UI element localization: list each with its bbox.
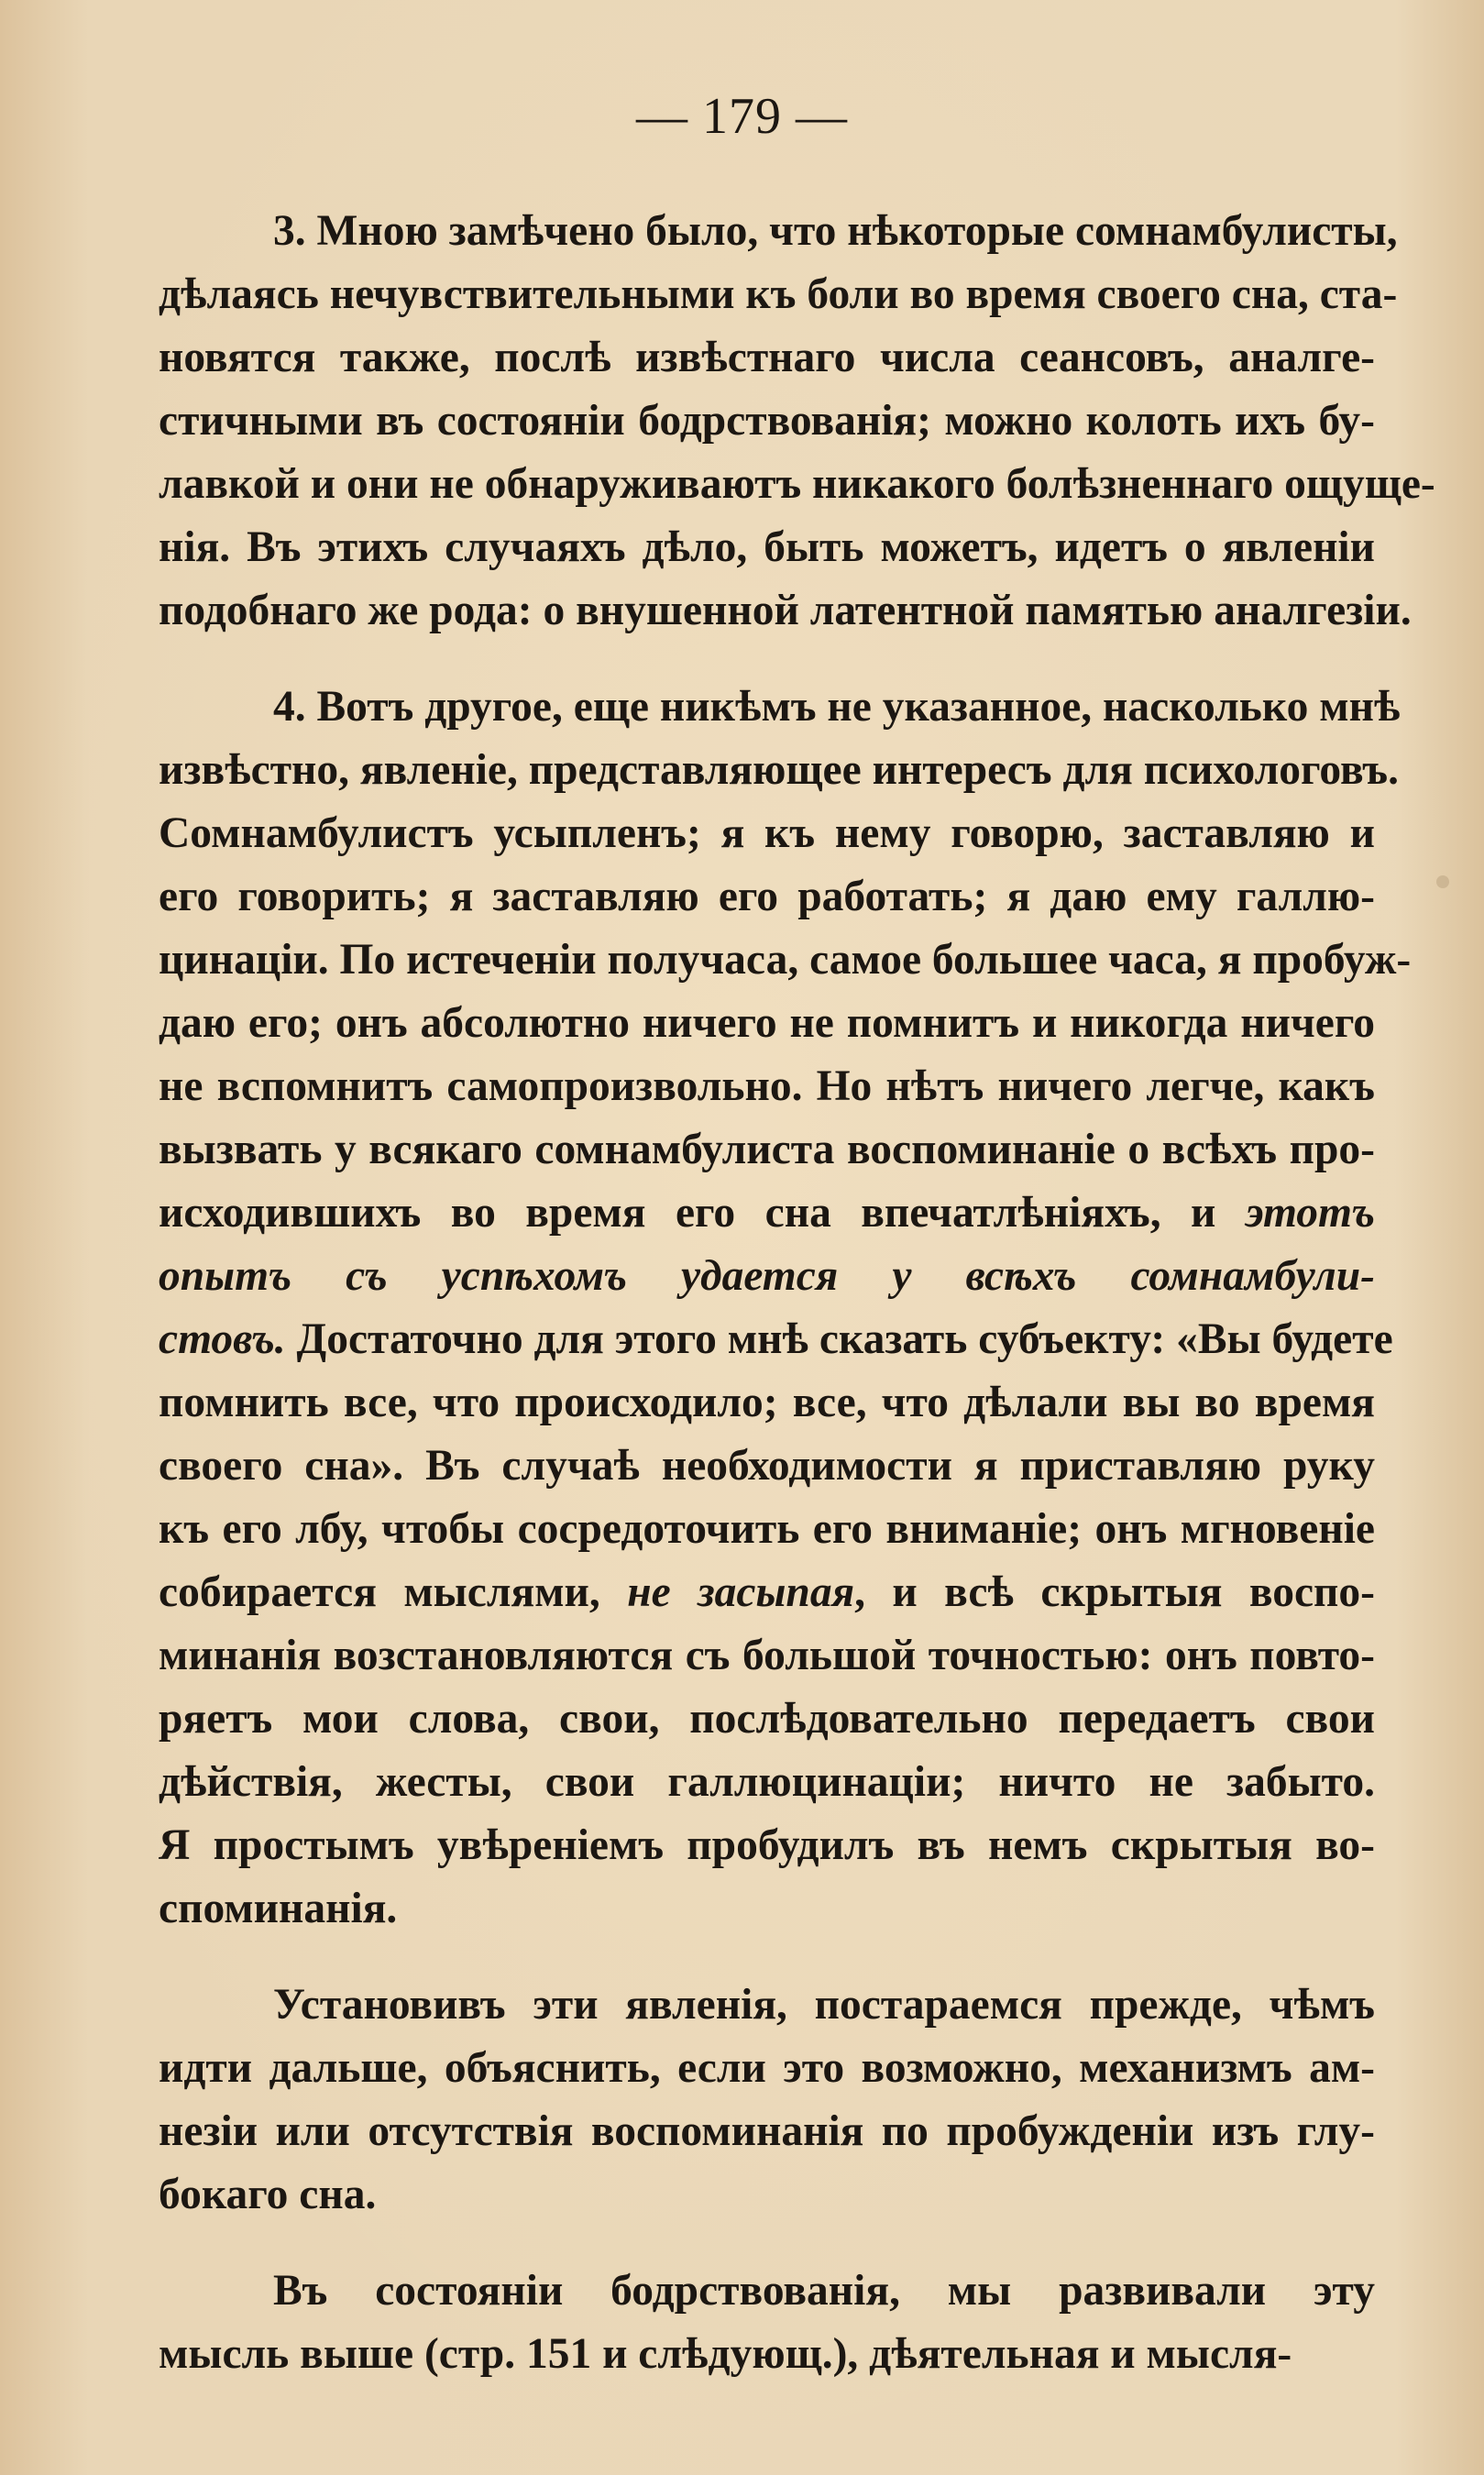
text-line xyxy=(44,263,1398,326)
text-run: 3. Мною замѣчено было, что нѣкоторые сомнамбулисты, xyxy=(273,207,1398,255)
text-run: Въ состояніи бодрствованія, мы развивали эту xyxy=(273,2267,1375,2315)
text-run: дѣйствія, жесты, свои галлюцинаціи; ничто не забыто. xyxy=(159,1758,1375,1806)
text-run: помнить все, что происходило; все, что дѣлали вы во время xyxy=(159,1379,1375,1426)
paragraph xyxy=(44,200,1435,643)
text-run: Сомнамбулистъ усыпленъ; я къ нему говорю, заставляю и xyxy=(159,809,1375,857)
text-run: незіи или отсутствія воспоминанія по пробужденіи изъ глу- xyxy=(159,2107,1375,2155)
text-run: споминанія. xyxy=(159,1885,398,1932)
text-run: ряетъ мои слова, свои, послѣдовательно передаетъ свои xyxy=(159,1695,1375,1743)
body-text xyxy=(44,200,1435,2386)
paragraph xyxy=(44,2260,1375,2386)
text-line xyxy=(44,1688,1375,1751)
text-line xyxy=(44,865,1375,929)
text-line xyxy=(44,2163,1375,2227)
text-line xyxy=(44,1118,1375,1182)
text-line xyxy=(44,516,1375,579)
text-line xyxy=(44,929,1412,992)
italic-text: не засыпая xyxy=(627,1568,855,1616)
text-line xyxy=(44,1877,1375,1941)
text-line xyxy=(44,1435,1375,1498)
text-run: новятся также, послѣ извѣстнаго числа сеансовъ, аналге- xyxy=(159,334,1375,381)
text-line xyxy=(44,453,1435,516)
text-run: подобнаго же рода: о внушенной латентной памятью аналгезіи. xyxy=(159,587,1412,634)
text-line xyxy=(44,1308,1393,1371)
text-run: идти дальше, объяснить, если это возможно, механизмъ ам- xyxy=(159,2044,1375,2092)
text-run: стичными въ состояніи бодрствованія; можно колоть ихъ бу- xyxy=(159,397,1375,445)
text-run: Достаточно для этого мнѣ сказать субъекту: «Вы будете xyxy=(285,1315,1393,1363)
text-line xyxy=(44,1814,1375,1877)
text-line xyxy=(44,1624,1375,1688)
text-line xyxy=(44,579,1412,643)
text-line xyxy=(44,2323,1375,2386)
text-run: минанія возстановляются съ большой точностью: онъ повто- xyxy=(159,1632,1375,1679)
text-line xyxy=(44,2100,1375,2163)
italic-text: опытъ съ успѣхомъ удается у всѣхъ сомнамбули- xyxy=(159,1252,1375,1300)
text-run: даю его; онъ абсолютно ничего не помнитъ и никогда ничего xyxy=(159,999,1375,1047)
text-run: 4. Вотъ другое, еще никѣмъ не указанное, насколько мнѣ xyxy=(273,683,1401,731)
text-line xyxy=(44,1561,1375,1624)
text-run: Установивъ эти явленія, постараемся прежде, чѣмъ xyxy=(273,1981,1375,2029)
text-run: нія. Въ этихъ случаяхъ дѣло, быть можетъ, идетъ о явленіи xyxy=(159,523,1375,571)
text-line xyxy=(44,1498,1375,1561)
text-run: вызвать у всякаго сомнамбулиста воспоминаніе о всѣхъ про- xyxy=(159,1126,1375,1173)
text-run: исходившихъ во время его сна впечатлѣніяхъ, и xyxy=(159,1189,1246,1237)
text-line xyxy=(44,1974,1375,2037)
text-line xyxy=(44,390,1375,453)
text-line xyxy=(44,1371,1375,1435)
text-run: Я простымъ увѣреніемъ пробудилъ въ немъ скрытыя во- xyxy=(159,1821,1375,1869)
text-run: извѣстно, явленіе, представляющее интересъ для психологовъ. xyxy=(159,746,1399,794)
text-run: , и всѣ скрытыя воспо- xyxy=(854,1568,1375,1616)
text-line xyxy=(44,2037,1375,2100)
text-run: собирается мыслями, xyxy=(159,1568,628,1616)
text-line xyxy=(44,1245,1375,1308)
page-number: — 179 — xyxy=(636,88,848,145)
text-line xyxy=(44,1751,1375,1814)
paragraph xyxy=(44,1974,1375,2227)
text-run: своего сна». Въ случаѣ необходимости я приставляю руку xyxy=(159,1442,1375,1490)
text-line xyxy=(44,326,1375,390)
text-line xyxy=(44,1182,1375,1245)
text-line xyxy=(44,676,1401,739)
text-run: цинаціи. По истеченіи получаса, самое большее часа, я пробуж- xyxy=(159,936,1412,984)
text-run: бокаго сна. xyxy=(159,2171,377,2218)
text-line xyxy=(44,200,1398,263)
text-run: его говорить; я заставляю его работать; я даю ему галлю- xyxy=(159,873,1375,920)
paper-blemish xyxy=(1436,875,1449,888)
italic-text: этотъ xyxy=(1245,1189,1375,1237)
text-run: дѣлаясь нечувствительными къ боли во время своего сна, ста- xyxy=(159,270,1398,318)
italic-text: стовъ. xyxy=(159,1315,286,1363)
text-line xyxy=(44,739,1399,802)
text-line xyxy=(44,992,1375,1055)
text-run: не вспомнитъ самопроизвольно. Но нѣтъ ничего легче, какъ xyxy=(159,1062,1375,1110)
paragraph xyxy=(44,676,1412,1941)
text-line xyxy=(44,2260,1375,2323)
text-line xyxy=(44,802,1375,865)
text-run: къ его лбу, чтобы сосредоточить его вниманіе; онъ мгновеніе xyxy=(159,1505,1375,1553)
text-run: лавкой и они не обнаруживаютъ никакого болѣзненнаго ощуще- xyxy=(159,460,1435,508)
text-line xyxy=(44,1055,1375,1118)
text-run: мысль выше (стр. 151 и слѣдующ.), дѣятельная и мысля- xyxy=(159,2330,1292,2378)
